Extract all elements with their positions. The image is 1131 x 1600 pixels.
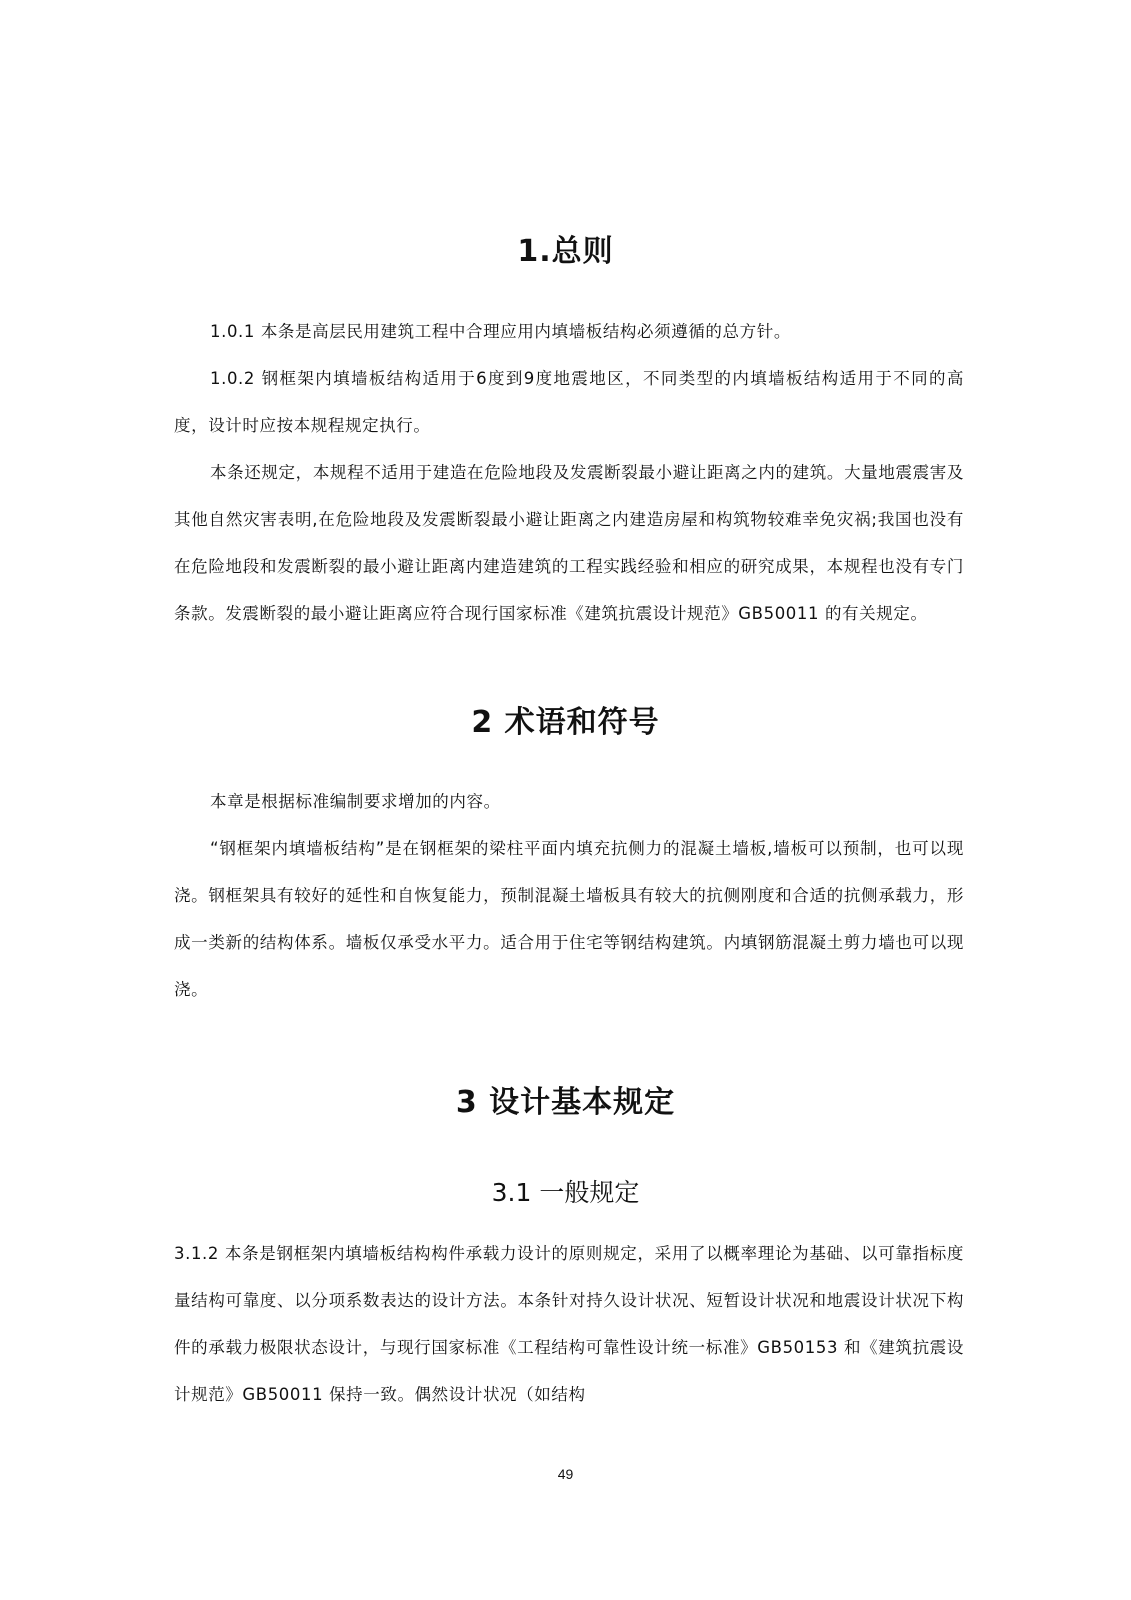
clause-1-0-1: 1.0.1 本条是高层民用建筑工程中合理应用内填墙板结构必须遵循的总方针。 xyxy=(210,322,791,341)
section-3-1-title: 3.1 一般规定 xyxy=(491,1178,640,1207)
clause-3-1-2: 3.1.2 本条是钢框架内填墙板结构构件承载力设计的原则规定，采用了以概率理论为基础、以可靠指标度量结构可靠度、以分项系数表达的设计方法。本条针对持久设计状况、短暂设计状况和地震设计状况下构件的承载力极限状态设计，与现行国家标准《工程结构可靠性设计统一标准》GB50153 和《建筑抗震设计规范》GB50011 保持一致。偶然设计状况（如结构 xyxy=(174,1244,964,1404)
chapter-2-title: 2 术语和符号 xyxy=(471,705,660,740)
chapter-2-definition: “钢框架内填墙板结构”是在钢框架的梁柱平面内填充抗侧力的混凝土墙板,墙板可以预制，也可以现浇。钢框架具有较好的延性和自恢复能力，预制混凝土墙板具有较大的抗侧刚度和合适的抗侧承载力，形成一类新的结构体系。墙板仅承受水平力。适合用于住宅等钢结构建筑。内填钢筋混凝土剪力墙也可以现浇。 xyxy=(174,839,964,999)
chapter-2-intro: 本章是根据标准编制要求增加的内容。 xyxy=(210,792,501,811)
clause-1-0-2: 1.0.2 钢框架内填墙板结构适用于6度到9度地震地区，不同类型的内填墙板结构适用于不同的高度，设计时应按本规程规定执行。 xyxy=(174,369,964,435)
chapter-3-title: 3 设计基本规定 xyxy=(455,1085,676,1120)
chapter-1-title: 1.总则 xyxy=(517,234,614,269)
page-number: 49 xyxy=(557,1466,574,1482)
clause-1-0-2-explanation: 本条还规定，本规程不适用于建造在危险地段及发震断裂最小避让距离之内的建筑。大量地震震害及其他自然灾害表明,在危险地段及发震断裂最小避让距离之内建造房屋和构筑物较难幸免灾祸;我国也没有在危险地段和发震断裂的最小避让距离内建造建筑的工程实践经验和相应的研究成果，本规程也没有专门条款。发震断裂的最小避让距离应符合现行国家标准《建筑抗震设计规范》GB50011 的有关规定。 xyxy=(174,463,964,623)
